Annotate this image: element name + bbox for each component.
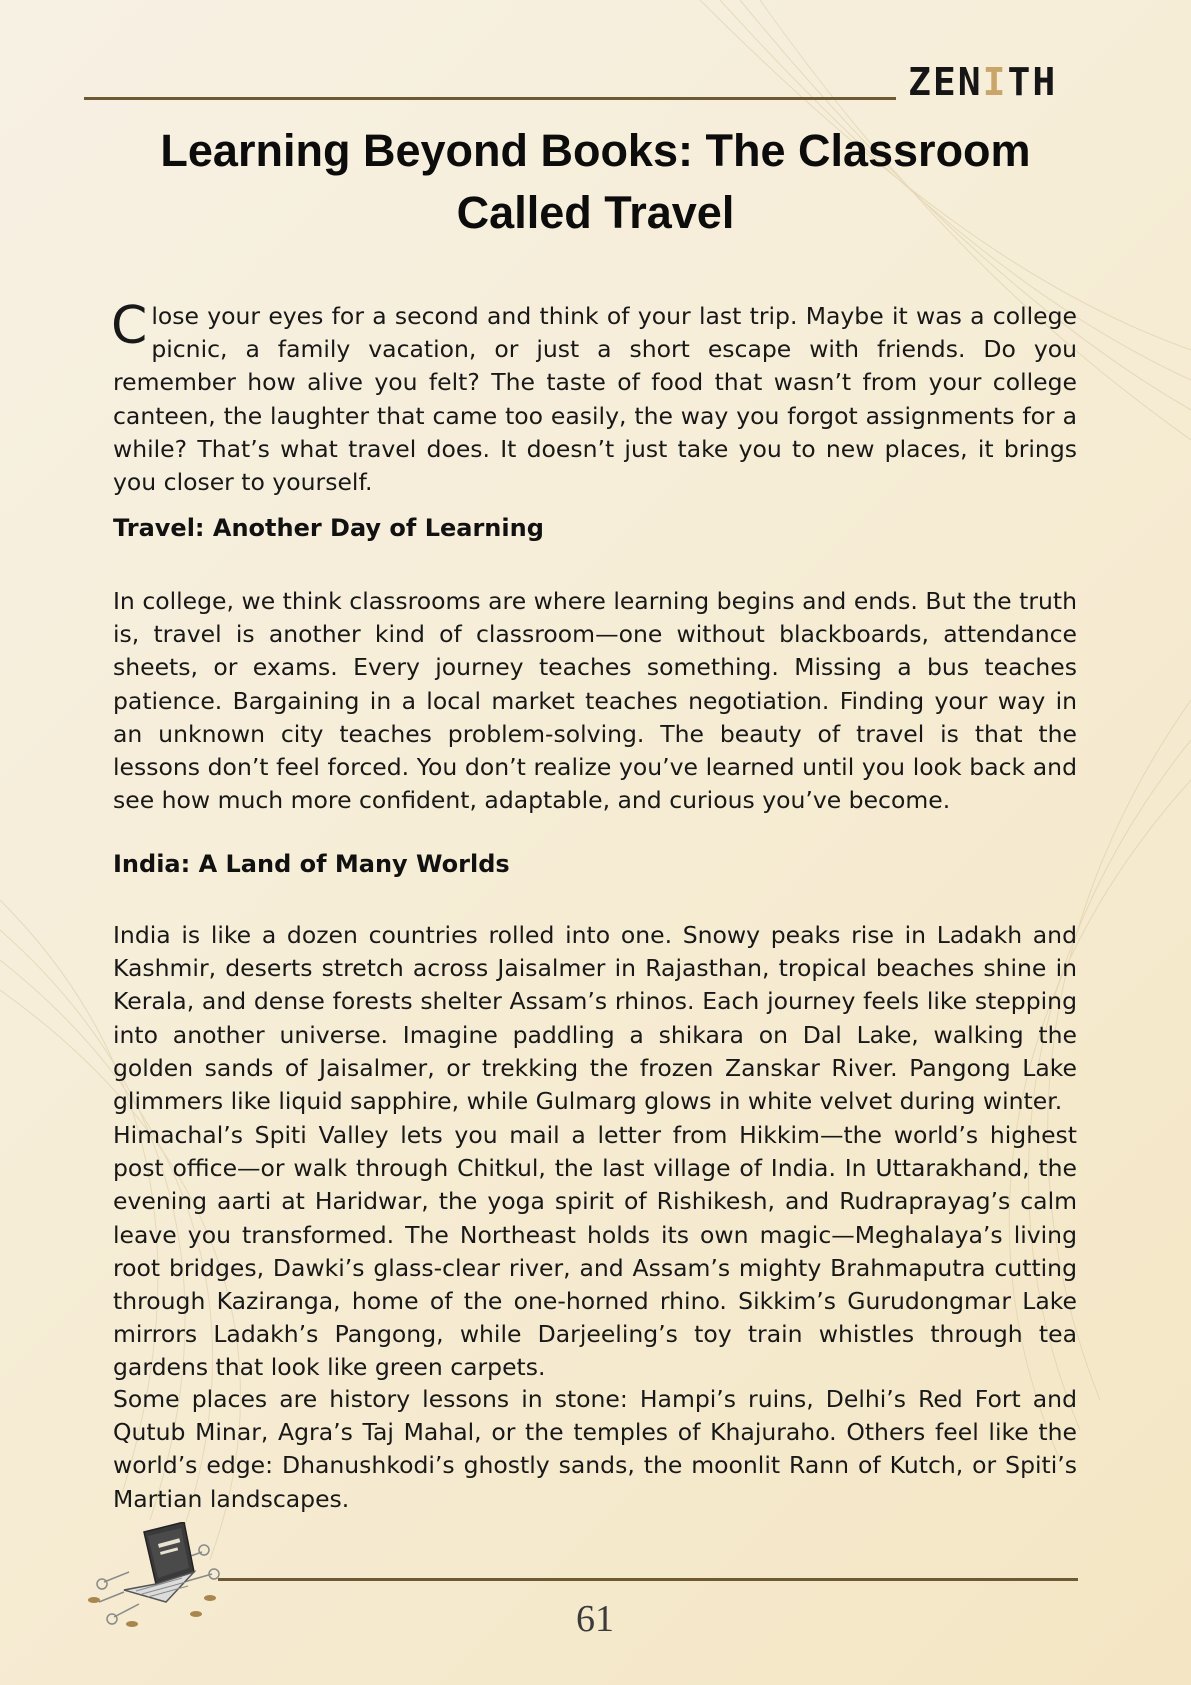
article-title: Learning Beyond Books: The Classroom Called Travel	[160, 125, 1031, 238]
header-rule	[84, 97, 896, 100]
page-number: 61	[576, 1598, 614, 1640]
section-india-paragraph-2: Himachal’s Spiti Valley lets you mail a letter from Hikkim—the world’s highest post office—or walk through Chitkul, the last village of India. In Uttarakhand, the evening aarti at Haridwar, the yoga spirit of Rishikesh, and Rudraprayag’s calm leave you transformed. The Northeast holds its own magic—Meghalaya’s living root bridges, Dawki’s glass-clear river, and Assam’s mighty Brahmaputra cutting through Kaziranga, home of the one-horned rhino. Sikkim’s Gurudongmar Lake mirrors Ladakh’s Pangong, while Darjeeling’s toy train whistles through tea gardens that look like green carpets.	[113, 1121, 1077, 1382]
brand-logo-suffix: TH	[1007, 60, 1058, 104]
drop-cap: C	[111, 296, 148, 356]
laptop-circuit-icon	[84, 1522, 224, 1632]
section-heading-learning: Travel: Another Day of Learning	[113, 514, 544, 542]
brand-logo-prefix: ZEN	[908, 60, 983, 104]
intro-paragraph	[111, 296, 1077, 499]
section-india-paragraph-3: Some places are history lessons in stone: Hampi’s ruins, Delhi’s Red Fort and Qutub Minar, Agra’s Taj Mahal, or the temples of Khajuraho. Others feel like the world’s edge: Dhanushkodi’s ghostly sands, the moonlit Rann of Kutch, or Spiti’s Martian landscapes.	[113, 1385, 1077, 1513]
brand-logo-accent: I	[982, 60, 1008, 104]
section-learning-paragraph: In college, we think classrooms are where learning begins and ends. But the truth is, travel is another kind of classroom—one without blackboards, attendance sheets, or exams. Every journey teaches something. Missing a bus teaches patience. Bargaining in a local market teaches negotiation. Finding your way in an unknown city teaches problem-solving. The beauty of travel is that the lessons don’t feel forced. You don’t realize you’ve learned until you look back and see how much more confident, adaptable, and curious you’ve become.	[113, 587, 1077, 815]
intro-text: lose your eyes for a second and think of your last trip. Maybe it was a college picnic, a family vacation, or just a short escape with friends. Do you remember how alive you felt? The taste of food that wasn’t from your college canteen, the laughter that came too easily, the way you forgot assignments for a while? That’s what travel does. It doesn’t just take you to new places, it brings you closer to yourself.	[113, 302, 1077, 497]
brand-logo	[908, 62, 1113, 102]
footer-rule	[218, 1578, 1078, 1581]
section-india-paragraph-1: India is like a dozen countries rolled into one. Snowy peaks rise in Ladakh and Kashmir, deserts stretch across Jaisalmer in Rajasthan, tropical beaches shine in Kerala, and dense forests shelter Assam’s rhinos. Each journey feels like stepping into another universe. Imagine paddling a shikara on Dal Lake, walking the golden sands of Jaisalmer, or trekking the frozen Zanskar River. Pangong Lake glimmers like liquid sapphire, while Gulmarg glows in white velvet during winter.	[113, 921, 1077, 1116]
section-heading-india: India: A Land of Many Worlds	[113, 850, 510, 878]
